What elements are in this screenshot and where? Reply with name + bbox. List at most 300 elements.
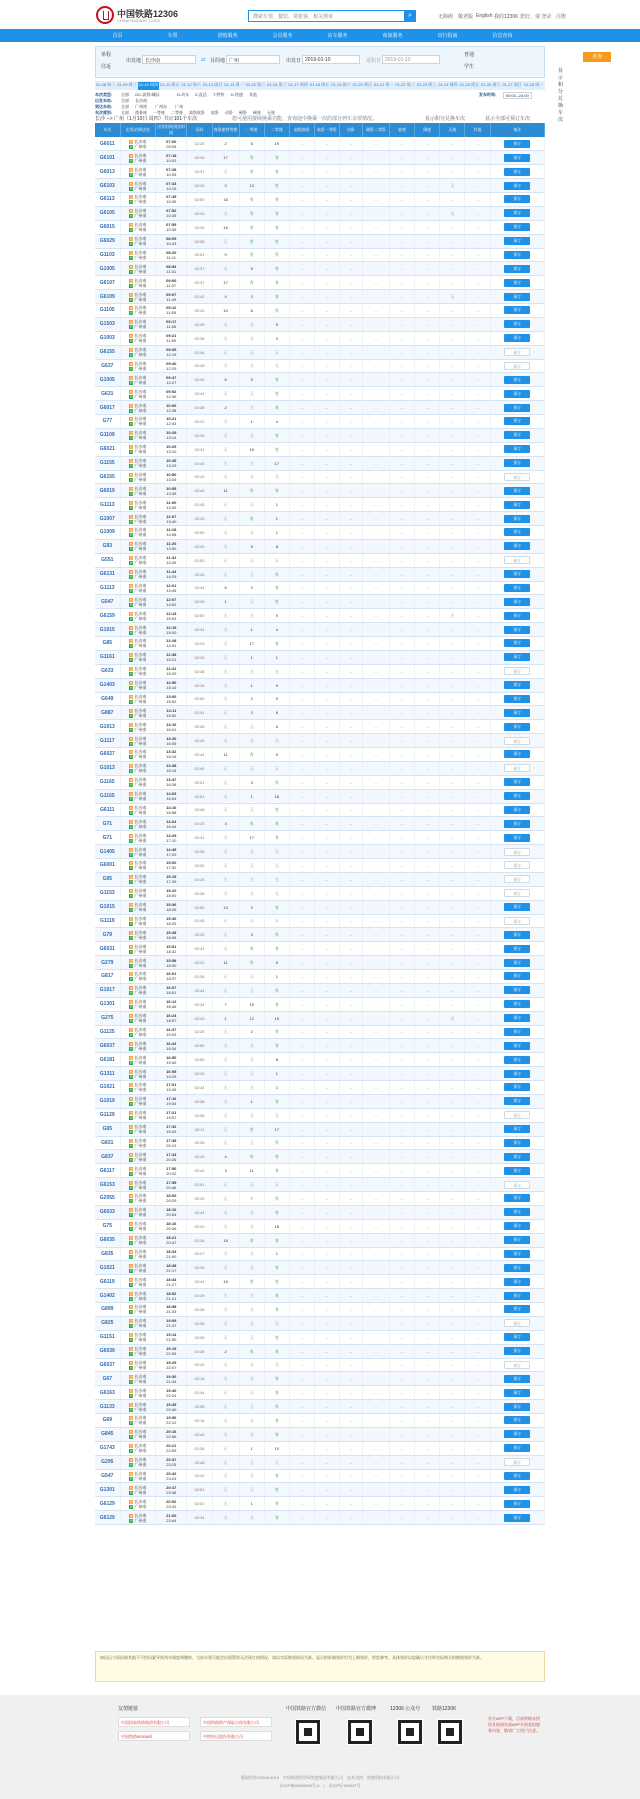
seat-cell-sw[interactable] bbox=[212, 1108, 239, 1122]
seat-cell-yd[interactable] bbox=[239, 276, 264, 290]
book-button[interactable]: 预订 bbox=[504, 639, 530, 647]
nav-info[interactable]: 信息查询 bbox=[492, 33, 513, 39]
seat-cell-sw[interactable] bbox=[212, 1150, 239, 1164]
book-button[interactable]: 预订 bbox=[504, 820, 530, 828]
book-button[interactable]: 预订 bbox=[504, 945, 530, 953]
radio-student[interactable]: 学生 bbox=[464, 64, 475, 70]
train-number[interactable]: G6011 bbox=[99, 140, 115, 147]
book-button[interactable]: 预订 bbox=[504, 1000, 530, 1008]
seat-cell-yd[interactable] bbox=[239, 331, 264, 345]
site-search-input[interactable]: 搜索车票、餐饮、常旅客、相关规章 bbox=[248, 10, 416, 22]
seat-cell-ed[interactable] bbox=[264, 609, 289, 623]
train-number[interactable]: G275 bbox=[101, 1015, 114, 1022]
seat-cell-ed[interactable] bbox=[264, 1414, 289, 1428]
train-number[interactable]: G6107 bbox=[99, 279, 115, 286]
seat-cell-sw[interactable] bbox=[212, 997, 239, 1011]
train-number[interactable]: G1402 bbox=[99, 1292, 115, 1299]
seat-cell-yd[interactable] bbox=[239, 498, 264, 512]
seat-cell-yd[interactable] bbox=[239, 1261, 264, 1275]
seat-cell-ed[interactable] bbox=[264, 359, 289, 373]
seat-cell-yd[interactable] bbox=[239, 373, 264, 387]
book-button[interactable]: 预订 bbox=[504, 487, 530, 495]
seat-cell-ed[interactable] bbox=[264, 165, 289, 179]
seat-cell-ed[interactable] bbox=[264, 276, 289, 290]
seat-cell-ed[interactable] bbox=[264, 1025, 289, 1039]
seat-cell-yd[interactable] bbox=[239, 914, 264, 928]
seat-cell-yd[interactable] bbox=[239, 234, 264, 248]
seat-cell-sw[interactable] bbox=[212, 1344, 239, 1358]
book-button[interactable]: 预订 bbox=[504, 1278, 530, 1286]
seat-cell-sw[interactable] bbox=[212, 304, 239, 318]
train-number[interactable]: G1109 bbox=[99, 432, 115, 439]
seat-cell-ed[interactable] bbox=[264, 761, 289, 775]
seat-cell-sw[interactable] bbox=[212, 1289, 239, 1303]
filter-seat-first[interactable]: 一等座 bbox=[153, 110, 165, 115]
seat-cell-sw[interactable] bbox=[212, 137, 239, 151]
train-number[interactable]: G1015 bbox=[99, 904, 115, 911]
seat-cell-ed[interactable] bbox=[264, 886, 289, 900]
seat-cell-yd[interactable] bbox=[239, 1219, 264, 1233]
book-button[interactable]: 预订 bbox=[504, 417, 530, 425]
train-number[interactable]: G1165 bbox=[99, 793, 115, 800]
seat-cell-ed[interactable] bbox=[264, 415, 289, 429]
seat-cell-sw[interactable] bbox=[212, 1400, 239, 1414]
train-number[interactable]: G6103 bbox=[99, 182, 115, 189]
train-number[interactable]: G6129 bbox=[99, 1514, 115, 1521]
train-number[interactable]: G899 bbox=[101, 1306, 114, 1313]
seat-cell-sw[interactable] bbox=[212, 151, 239, 165]
seat-cell-yd[interactable] bbox=[239, 859, 264, 873]
book-button[interactable]: 预订 bbox=[504, 584, 530, 592]
seat-cell-ed[interactable] bbox=[264, 1330, 289, 1344]
train-number[interactable]: G547 bbox=[101, 1472, 114, 1479]
seat-cell-sw[interactable] bbox=[212, 859, 239, 873]
link-accessible[interactable]: 无障碍 bbox=[438, 14, 454, 20]
seat-cell-sw[interactable] bbox=[212, 664, 239, 678]
seat-cell-yd[interactable] bbox=[239, 1233, 264, 1247]
seat-cell-sw[interactable] bbox=[212, 539, 239, 553]
partner-link-2[interactable]: 中国铁路财产保险自保有限公司 bbox=[200, 1717, 272, 1727]
link-my12306[interactable]: 我的12306 bbox=[494, 14, 518, 20]
train-number[interactable]: G887 bbox=[101, 709, 114, 716]
seat-cell-ed[interactable] bbox=[264, 859, 289, 873]
seat-cell-sw[interactable] bbox=[212, 526, 239, 540]
seat-cell-ed[interactable] bbox=[264, 1205, 289, 1219]
seat-cell-yd[interactable] bbox=[239, 1122, 264, 1136]
train-number[interactable]: G1021 bbox=[99, 1264, 115, 1271]
seat-cell-yd[interactable] bbox=[239, 1150, 264, 1164]
seat-cell-ed[interactable] bbox=[264, 484, 289, 498]
seat-cell-ed[interactable] bbox=[264, 248, 289, 262]
seat-cell-sw[interactable] bbox=[212, 1025, 239, 1039]
seat-cell-ed[interactable] bbox=[264, 1386, 289, 1400]
seat-cell-sw[interactable] bbox=[212, 1358, 239, 1372]
seat-cell-sw[interactable] bbox=[212, 1330, 239, 1344]
book-button[interactable]: 预订 bbox=[504, 334, 530, 342]
seat-cell-sw[interactable] bbox=[212, 415, 239, 429]
filter-type-other[interactable]: 其他 bbox=[249, 92, 257, 97]
date-tab[interactable]: 01-17 周四 bbox=[288, 82, 308, 87]
seat-cell-sw[interactable] bbox=[212, 1261, 239, 1275]
seat-cell-sw[interactable] bbox=[212, 512, 239, 526]
book-button[interactable]: 预订 bbox=[504, 1056, 530, 1064]
train-number[interactable]: G6019 bbox=[99, 487, 115, 494]
seat-cell-ed[interactable] bbox=[264, 650, 289, 664]
book-button[interactable]: 预订 bbox=[504, 1514, 530, 1522]
seat-cell-sw[interactable] bbox=[212, 1081, 239, 1095]
train-number[interactable]: G75 bbox=[102, 1223, 113, 1230]
book-button[interactable]: 预订 bbox=[504, 515, 530, 523]
filter-seat-business[interactable]: 商务座 bbox=[135, 110, 147, 115]
seat-cell-yd[interactable] bbox=[239, 1455, 264, 1469]
seat-cell-ed[interactable] bbox=[264, 1011, 289, 1025]
date-tab[interactable]: 01-27 周日 bbox=[502, 82, 522, 87]
seat-cell-yd[interactable] bbox=[239, 1358, 264, 1372]
train-number[interactable]: G1103 bbox=[99, 251, 115, 258]
seat-cell-yd[interactable] bbox=[239, 442, 264, 456]
seat-cell-sw[interactable] bbox=[212, 1192, 239, 1206]
book-button[interactable]: 预订 bbox=[504, 986, 530, 994]
seat-cell-yd[interactable] bbox=[239, 1400, 264, 1414]
seat-cell-ed[interactable] bbox=[264, 401, 289, 415]
seat-cell-sw[interactable] bbox=[212, 373, 239, 387]
seat-cell-sw[interactable] bbox=[212, 983, 239, 997]
book-button[interactable]: 预订 bbox=[504, 1347, 530, 1355]
seat-cell-ed[interactable] bbox=[264, 845, 289, 859]
seat-cell-yd[interactable] bbox=[239, 206, 264, 220]
train-number[interactable]: G67 bbox=[102, 1375, 113, 1382]
seat-cell-ed[interactable] bbox=[264, 1122, 289, 1136]
seat-cell-yd[interactable] bbox=[239, 1427, 264, 1441]
seat-cell-yd[interactable] bbox=[239, 553, 264, 567]
seat-cell-sw[interactable] bbox=[212, 470, 239, 484]
train-number[interactable]: G1021 bbox=[99, 1084, 115, 1091]
seat-cell-yd[interactable] bbox=[239, 1441, 264, 1455]
seat-cell-yd[interactable] bbox=[239, 1289, 264, 1303]
seat-cell-sw[interactable] bbox=[212, 401, 239, 415]
date-tab[interactable]: 01-24 周四 bbox=[438, 82, 458, 87]
book-button[interactable]: 预订 bbox=[504, 265, 530, 273]
nav-tickets[interactable]: 车票 bbox=[167, 33, 178, 39]
train-number[interactable]: G77 bbox=[102, 418, 113, 425]
book-button[interactable]: 预订 bbox=[504, 1389, 530, 1397]
train-number[interactable]: G6021 bbox=[99, 446, 115, 453]
train-number[interactable]: G71 bbox=[102, 834, 113, 841]
seat-cell-ed[interactable] bbox=[264, 1469, 289, 1483]
seat-cell-yd[interactable] bbox=[239, 1372, 264, 1386]
train-number[interactable]: G1013 bbox=[99, 765, 115, 772]
column-header[interactable]: 历时 bbox=[187, 123, 212, 137]
seat-cell-sw[interactable] bbox=[212, 345, 239, 359]
filter-to-guangzhou[interactable]: 广州 bbox=[175, 104, 183, 109]
seat-cell-sw[interactable] bbox=[212, 831, 239, 845]
column-header[interactable]: 车次 bbox=[95, 123, 120, 137]
seat-cell-yd[interactable] bbox=[239, 1316, 264, 1330]
seat-cell-ed[interactable] bbox=[264, 512, 289, 526]
seat-cell-sw[interactable] bbox=[212, 692, 239, 706]
seat-cell-ed[interactable] bbox=[264, 1219, 289, 1233]
book-button[interactable]: 预订 bbox=[504, 723, 530, 731]
book-button[interactable]: 预订 bbox=[504, 1236, 530, 1244]
train-number[interactable]: G1015 bbox=[99, 626, 115, 633]
seat-cell-sw[interactable] bbox=[212, 1372, 239, 1386]
train-number[interactable]: G295 bbox=[101, 1459, 114, 1466]
train-number[interactable]: G6181 bbox=[99, 1056, 115, 1063]
seat-cell-sw[interactable] bbox=[212, 1455, 239, 1469]
seat-cell-yd[interactable] bbox=[239, 720, 264, 734]
from-station-input[interactable]: 长沙南 bbox=[142, 55, 196, 64]
train-number[interactable]: G6131 bbox=[99, 571, 115, 578]
book-button[interactable]: 预订 bbox=[504, 1167, 530, 1175]
seat-cell-yd[interactable] bbox=[239, 1247, 264, 1261]
seat-cell-yd[interactable] bbox=[239, 345, 264, 359]
train-number[interactable]: G825 bbox=[101, 1320, 114, 1327]
book-button[interactable]: 预订 bbox=[504, 1097, 530, 1105]
partner-link-4[interactable]: 中铁快运股份有限公司 bbox=[200, 1731, 272, 1741]
seat-cell-ed[interactable] bbox=[264, 456, 289, 470]
seat-cell-sw[interactable] bbox=[212, 248, 239, 262]
seat-cell-yd[interactable] bbox=[239, 609, 264, 623]
radio-normal[interactable]: 普通 bbox=[464, 52, 475, 58]
seat-cell-sw[interactable] bbox=[212, 789, 239, 803]
seat-cell-ed[interactable] bbox=[264, 1192, 289, 1206]
book-button[interactable]: 预订 bbox=[504, 140, 530, 148]
book-button[interactable]: 预订 bbox=[504, 390, 530, 398]
seat-cell-sw[interactable] bbox=[212, 900, 239, 914]
filter-to-guangzhoudong[interactable]: 广州东 bbox=[155, 104, 167, 109]
partner-link-1[interactable]: 中国国家铁路集团有限公司 bbox=[118, 1717, 190, 1727]
seat-cell-ed[interactable] bbox=[264, 748, 289, 762]
book-button[interactable]: 预订 bbox=[504, 1153, 530, 1161]
book-button[interactable]: 预订 bbox=[504, 1375, 530, 1383]
train-number[interactable]: G1301 bbox=[99, 1486, 115, 1493]
seat-cell-sw[interactable] bbox=[212, 595, 239, 609]
book-button[interactable]: 预订 bbox=[504, 931, 530, 939]
seat-cell-yd[interactable] bbox=[239, 220, 264, 234]
seat-cell-sw[interactable] bbox=[212, 748, 239, 762]
seat-cell-yd[interactable] bbox=[239, 193, 264, 207]
filter-from-all[interactable]: 全部 bbox=[121, 98, 129, 103]
seat-cell-yd[interactable] bbox=[239, 983, 264, 997]
train-number[interactable]: G1743 bbox=[99, 1445, 115, 1452]
book-button[interactable]: 预订 bbox=[504, 626, 530, 634]
train-number[interactable]: G1005 bbox=[99, 376, 115, 383]
seat-cell-sw[interactable] bbox=[212, 1386, 239, 1400]
seat-cell-yd[interactable] bbox=[239, 650, 264, 664]
book-button[interactable]: 预订 bbox=[504, 279, 530, 287]
seat-cell-ed[interactable] bbox=[264, 831, 289, 845]
seat-cell-sw[interactable] bbox=[212, 637, 239, 651]
transfer-tip[interactable]: 您可使用接续换乘功能，查询途中换乘一次的部分列车余票情况。 bbox=[232, 116, 378, 122]
book-button[interactable]: 预订 bbox=[504, 1305, 530, 1313]
seat-cell-ed[interactable] bbox=[264, 193, 289, 207]
seat-cell-sw[interactable] bbox=[212, 803, 239, 817]
nav-guide[interactable]: 出行指南 bbox=[437, 33, 458, 39]
train-number[interactable]: G85 bbox=[102, 640, 113, 647]
nav-business[interactable]: 商旅服务 bbox=[382, 33, 403, 39]
seat-cell-ed[interactable] bbox=[264, 1427, 289, 1441]
seat-cell-sw[interactable] bbox=[212, 1483, 239, 1497]
seat-cell-sw[interactable] bbox=[212, 553, 239, 567]
train-number[interactable]: G1005 bbox=[99, 265, 115, 272]
book-button[interactable]: 预订 bbox=[504, 195, 530, 203]
seat-cell-yd[interactable] bbox=[239, 290, 264, 304]
book-button[interactable]: 预订 bbox=[504, 612, 530, 620]
seat-cell-yd[interactable] bbox=[239, 415, 264, 429]
seat-cell-yd[interactable] bbox=[239, 664, 264, 678]
seat-cell-sw[interactable] bbox=[212, 1094, 239, 1108]
seat-cell-sw[interactable] bbox=[212, 706, 239, 720]
book-button[interactable]: 预订 bbox=[504, 556, 530, 564]
seat-cell-ed[interactable] bbox=[264, 290, 289, 304]
train-number[interactable]: G6159 bbox=[99, 612, 115, 619]
seat-cell-sw[interactable] bbox=[212, 1303, 239, 1317]
train-number[interactable]: G551 bbox=[101, 557, 114, 564]
seat-cell-sw[interactable] bbox=[212, 165, 239, 179]
seat-cell-yd[interactable] bbox=[239, 179, 264, 193]
seat-cell-ed[interactable] bbox=[264, 1275, 289, 1289]
train-number[interactable]: G631 bbox=[101, 390, 114, 397]
seat-cell-ed[interactable] bbox=[264, 900, 289, 914]
seat-cell-ed[interactable] bbox=[264, 1358, 289, 1372]
seat-cell-sw[interactable] bbox=[212, 1497, 239, 1511]
seat-cell-yd[interactable] bbox=[239, 637, 264, 651]
book-button[interactable]: 预订 bbox=[504, 1222, 530, 1230]
seat-cell-yd[interactable] bbox=[239, 761, 264, 775]
book-button[interactable]: 预订 bbox=[504, 1458, 530, 1466]
seat-cell-ed[interactable] bbox=[264, 1316, 289, 1330]
return-date-input[interactable]: 2019-01-10 bbox=[382, 55, 440, 64]
seat-cell-yd[interactable] bbox=[239, 387, 264, 401]
book-button[interactable]: 预订 bbox=[504, 1250, 530, 1258]
seat-cell-yd[interactable] bbox=[239, 1081, 264, 1095]
train-number[interactable]: G6037 bbox=[99, 1361, 115, 1368]
seat-cell-sw[interactable] bbox=[212, 1219, 239, 1233]
seat-cell-yd[interactable] bbox=[239, 484, 264, 498]
seat-cell-sw[interactable] bbox=[212, 290, 239, 304]
seat-cell-sw[interactable] bbox=[212, 1469, 239, 1483]
book-button[interactable]: 预订 bbox=[504, 1444, 530, 1452]
book-button[interactable]: 预订 bbox=[504, 1014, 530, 1022]
seat-cell-sw[interactable] bbox=[212, 276, 239, 290]
option-points-trains[interactable]: 显示积分兑换车次 bbox=[425, 116, 466, 122]
seat-cell-ed[interactable] bbox=[264, 1136, 289, 1150]
seat-cell-sw[interactable] bbox=[212, 761, 239, 775]
train-number[interactable]: G6163 bbox=[99, 1389, 115, 1396]
train-number[interactable]: G1119 bbox=[100, 917, 115, 924]
seat-cell-yd[interactable] bbox=[239, 831, 264, 845]
book-button[interactable]: 预订 bbox=[504, 445, 530, 453]
date-tab[interactable]: 01-20 周日 bbox=[352, 82, 372, 87]
train-number[interactable]: G6031 bbox=[99, 945, 115, 952]
seat-cell-sw[interactable] bbox=[212, 179, 239, 193]
train-number[interactable]: G835 bbox=[101, 1250, 114, 1257]
filter-type-t[interactable]: T-特快 bbox=[213, 92, 225, 97]
nav-station[interactable]: 站车服务 bbox=[327, 33, 348, 39]
book-button[interactable]: 预订 bbox=[504, 695, 530, 703]
seat-cell-ed[interactable] bbox=[264, 664, 289, 678]
book-button[interactable]: 预订 bbox=[504, 1333, 530, 1341]
book-button[interactable]: 预订 bbox=[504, 861, 530, 869]
book-button[interactable]: 预订 bbox=[504, 209, 530, 217]
seat-cell-yd[interactable] bbox=[239, 1469, 264, 1483]
train-number[interactable]: G6035 bbox=[99, 1237, 115, 1244]
book-button[interactable]: 预订 bbox=[504, 362, 530, 370]
book-button[interactable]: 预订 bbox=[504, 709, 530, 717]
seat-cell-sw[interactable] bbox=[212, 1441, 239, 1455]
book-button[interactable]: 预订 bbox=[504, 376, 530, 384]
option-bookable-trains[interactable]: 显示全部可预订车次 bbox=[485, 116, 531, 122]
book-button[interactable]: 预订 bbox=[504, 237, 530, 245]
book-button[interactable]: 预订 bbox=[504, 306, 530, 314]
train-number[interactable]: G6111 bbox=[100, 806, 115, 813]
book-button[interactable]: 预订 bbox=[504, 917, 530, 925]
date-tab[interactable]: 01-23 周三 bbox=[416, 82, 437, 87]
seat-cell-yd[interactable] bbox=[239, 1067, 264, 1081]
seat-cell-ed[interactable] bbox=[264, 983, 289, 997]
seat-cell-yd[interactable] bbox=[239, 428, 264, 442]
seat-cell-ed[interactable] bbox=[264, 706, 289, 720]
book-button[interactable]: 预订 bbox=[504, 806, 530, 814]
seat-cell-ed[interactable] bbox=[264, 970, 289, 984]
seat-cell-sw[interactable] bbox=[212, 484, 239, 498]
train-number[interactable]: G6029 bbox=[99, 238, 115, 245]
book-button[interactable]: 预订 bbox=[504, 293, 530, 301]
train-number[interactable]: G79 bbox=[102, 931, 113, 938]
date-tab[interactable]: 01-09 周三 bbox=[117, 82, 137, 87]
seat-cell-wz[interactable] bbox=[440, 179, 465, 193]
book-button[interactable]: 预订 bbox=[504, 598, 530, 606]
book-button[interactable]: 预订 bbox=[504, 875, 530, 883]
seat-cell-yd[interactable] bbox=[239, 1178, 264, 1192]
seat-cell-ed[interactable] bbox=[264, 179, 289, 193]
seat-cell-yd[interactable] bbox=[239, 970, 264, 984]
seat-cell-sw[interactable] bbox=[212, 1233, 239, 1247]
train-number[interactable]: G1017 bbox=[99, 987, 115, 994]
date-tab[interactable]: 01-12 周六 bbox=[181, 82, 201, 87]
train-number[interactable]: G93 bbox=[102, 543, 113, 550]
train-number[interactable]: G2055 bbox=[99, 1195, 115, 1202]
seat-cell-ed[interactable] bbox=[264, 1039, 289, 1053]
seat-cell-sw[interactable] bbox=[212, 1164, 239, 1178]
seat-cell-yd[interactable] bbox=[239, 1039, 264, 1053]
seat-cell-sw[interactable] bbox=[212, 1427, 239, 1441]
book-button[interactable]: 预订 bbox=[504, 1083, 530, 1091]
train-number[interactable]: G6113 bbox=[99, 196, 115, 203]
nav-home[interactable]: 首页 bbox=[112, 33, 123, 39]
train-number[interactable]: G6037 bbox=[99, 1042, 115, 1049]
train-number[interactable]: G1003 bbox=[99, 335, 115, 342]
train-number[interactable]: G6039 bbox=[99, 1348, 115, 1355]
query-button[interactable]: 查询 bbox=[583, 52, 611, 62]
seat-cell-ed[interactable] bbox=[264, 734, 289, 748]
book-button[interactable]: 预订 bbox=[504, 1208, 530, 1216]
train-number[interactable]: G6105 bbox=[99, 210, 115, 217]
seat-cell-ed[interactable] bbox=[264, 1483, 289, 1497]
seat-cell-ed[interactable] bbox=[264, 206, 289, 220]
book-button[interactable]: 预订 bbox=[504, 1403, 530, 1411]
seat-cell-ed[interactable] bbox=[264, 1372, 289, 1386]
seat-cell-sw[interactable] bbox=[212, 193, 239, 207]
book-button[interactable]: 预订 bbox=[504, 1028, 530, 1036]
seat-cell-yd[interactable] bbox=[239, 706, 264, 720]
book-button[interactable]: 预订 bbox=[504, 903, 530, 911]
book-button[interactable]: 预订 bbox=[504, 168, 530, 176]
seat-cell-ed[interactable] bbox=[264, 1455, 289, 1469]
seat-cell-yd[interactable] bbox=[239, 304, 264, 318]
seat-cell-ed[interactable] bbox=[264, 1344, 289, 1358]
seat-cell-sw[interactable] bbox=[212, 581, 239, 595]
